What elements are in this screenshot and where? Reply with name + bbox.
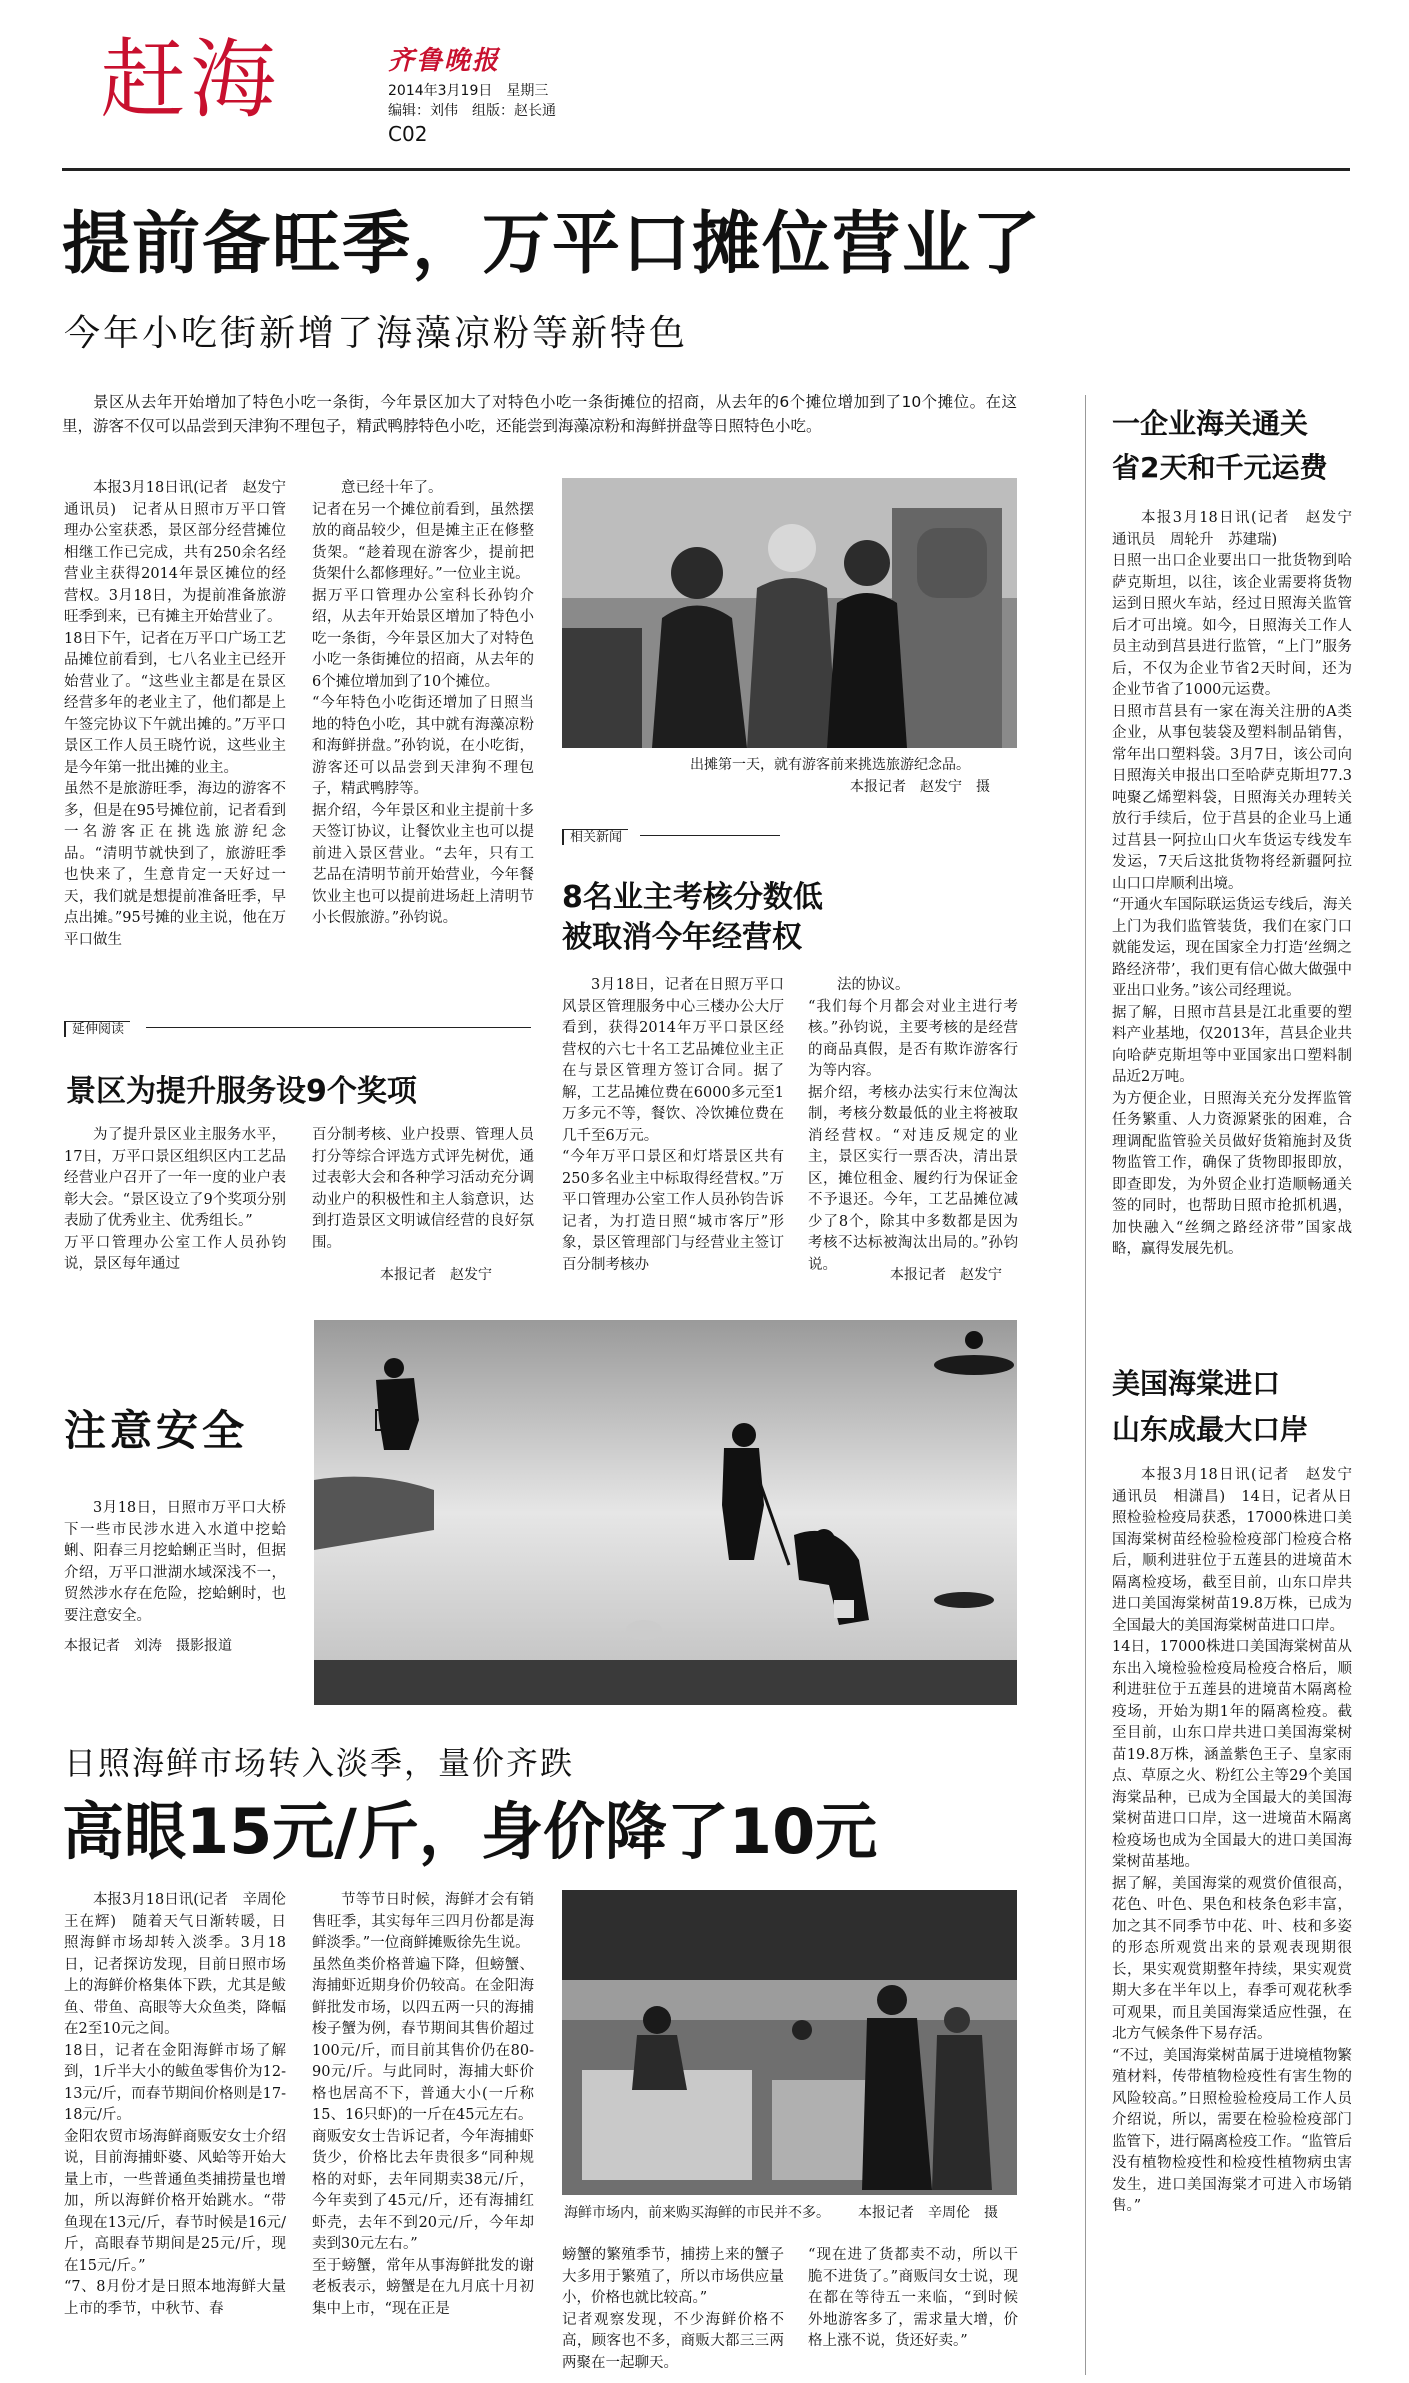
- crabapple-text: 本报3月18日讯(记者 赵发宁 通讯员 相潇昌) 14日，记者从日照检验检疫局获悉，17000株进口美国海棠树苗经检验检疫部门检疫合格后，顺利进驻位于五莲县的进境苗木隔离检疫场，截至目前，山东口岸共进口美国海棠树苗19.8万株，已成为全国最大的美国海棠树苗进口口岸。 14日，17000株进口美国海棠树苗从东出入境检验检疫局检疫合格后，顺利进驻位于五莲县的进境苗木隔离检疫场，开始为期1年的隔离检疫。截至目前，山东口岸共进口美国海棠树苗19.8万株，涵盖紫色王子、皇家雨点、草原之火、粉红公主等29个美国海棠品种，已成为全国最大的美国海棠树苗进口口岸，这一进境苗木隔离检疫场也成为全国最大的进口美国海棠树苗基地。 据了解，美国海棠的观赏价值很高，花色、叶色、果色和枝条色彩丰富，加之其不同季节中花、叶、枝和多姿的形态所观赏出来的景观表现期很长，果实观赏期整年持续，果实观赏期大多在半年以上，春季可观花秋季可观果，而且美国海棠适应性强，在北方气候条件下易存活。 “不过，美国海棠树苗属于进境植物繁殖材料，传带植物检疫性有害生物的风险较高。”日照检验检疫局工作人员介绍说，所以，需要在检验检疫部门监管下，进行隔离检疫工作。“监管后没有植物检疫性和检疫性植物病虫害发生，进口美国海棠才可进入市场销售。”: [1112, 1467, 1352, 2214]
- seafood-photo-credit: 本报记者 辛周伦 摄: [858, 2205, 998, 2221]
- extended-reading-rule: [146, 1027, 531, 1028]
- related-credit: 本报记者 赵发宁: [890, 1267, 1002, 1283]
- customs-text: 本报3月18日讯(记者 赵发宁 通讯员 周轮升 苏建瑞) 日照一出口企业要出口一批货物到哈萨克斯坦，以往，该企业需要将货物运到日照火车站，经过日照海关监管后才可出境。如今，日照海关工作人员主动到莒县进行监管，“上门”服务后，不仅为企业节省2天时间，还为企业节省了1000元运费。 日照市莒县有一家在海关注册的A类企业，从事包装袋及塑料制品销售，常年出口塑料袋。3月7日，该公司向日照海关申报出口至哈萨克斯坦77.3吨聚乙烯塑料袋，日照海关办理转关放行手续后，位于莒县的企业马上通过莒县一阿拉山口火车货运专线发车发运，7天后这批货物将经新疆阿拉山口口岸顺利出境。 “开通火车国际联运货运专线后，海关上门为我们监管装货，我们在家门口就能发运，现在国家全力打造‘丝绸之路经济带’，我们更有信心做大做强中亚出口业务。”该公司经理说。 据了解，日照市莒县是江北重要的塑料产业基地，仅2013年，莒县企业共向哈萨克斯坦等中亚国家出口塑料制品近2万吨。 为方便企业，日照海关充分发挥监管任务繁重、人力资源紧张的困难，合理调配监管验关员做好货箱施封及货物监管工作，确保了货物即报即放，即查即发，为外贸企业打造顺畅通关签的同时，也帮助日照市抢抓机遇，加快融入“丝绸之路经济带”国家战略，赢得发展先机。: [1112, 510, 1352, 1257]
- seafood-kicker: 日照海鲜市场转入淡季，量价齐跌: [64, 1744, 575, 1782]
- safety-credit: 本报记者 刘涛 摄影报道: [64, 1638, 232, 1654]
- crabapple-headline-1: 美国海棠进口: [1112, 1367, 1281, 1400]
- lead-photo-image: [562, 478, 1017, 748]
- related-headline-2: 被取消今年经营权: [562, 920, 802, 955]
- related-headline-1: 8名业主考核分数低: [562, 880, 823, 915]
- safety-headline: 注意安全: [64, 1406, 249, 1455]
- seafood-photo: [562, 1890, 1017, 2195]
- related-news-rule: [640, 835, 780, 836]
- lead-photo: [562, 478, 1017, 748]
- seafood-column-1: 本报3月18日讯(记者 辛周伦 王在辉) 随着天气日渐转暖，日照海鲜市场却转入淡季。3月18日，记者探访发现，目前日照市场上的海鲜价格集体下跌，尤其是鲅鱼、带鱼、高眼等大众鱼类，降幅在2至10元之间。 18日，记者在金阳海鲜市场了解到，1斤半大小的鲅鱼零售价为12-13元/斤，而春节期间价格则是17-18元/斤。 金阳农贸市场海鲜商贩安女士介绍说，目前海捕虾婆、风蛤等开始大量上市，一些普通鱼类捕捞量也增加，所以海鲜价格开始跳水。“带鱼现在13元/斤，春节时候是16元/斤，高眼春节期间是25元/斤，现在15元/斤。” “7、8月份才是日照本地海鲜大量上市的季节，中秋节、春: [64, 1892, 286, 2317]
- lead-column-1: 本报3月18日讯(记者 赵发宁 通讯员) 记者从日照市万平口管理办公室获悉，景区部分经营摊位相继工作已完成，共有250余名经营业主获得2014年景区摊位的经营权。3月18日，为提前准备旅游旺季到来，已有摊主开始营业了。 18日下午，记者在万平口广场工艺品摊位前看到，七八名业主已经开始营业了。“这些业主都是在景区经营多年的老业主了，他们都是上午签完协议下午就出摊的。”万平口景区工作人员王晓竹说，这些业主是今年第一批出摊的业主。 虽然不是旅游旺季，海边的游客不多，但是在95号摊位前，记者看到一名游客正在挑选旅游纪念品。“清明节就快到了，旅游旺季也快来了，生意肯定一天好过一天，我们就是想提前准备旺季，早点出摊。”95号摊的业主说，他在万平口做生: [64, 480, 286, 948]
- seafood-photo-caption: 海鲜市场内，前来购买海鲜的市民并不多。: [564, 2205, 830, 2221]
- issue-date: 2014年3月19日 星期三: [388, 83, 549, 99]
- lead-column-2: 意已经十年了。 记者在另一个摊位前看到，虽然摆放的商品较少，但是摊主正在修整货架。“趁着现在游客少，提前把货架什么都修理好。”一位业主说。 据万平口管理办公室科长孙钧介绍，从去年开始景区增加了特色小吃一条街，今年景区加大了对特色小吃一条街摊位的招商，从去年的6个摊位增加到了10个摊位。 “今年特色小吃街还增加了日照当地的特色小吃，其中就有海藻凉粉和海鲜拼盘。”孙钧说，在小吃街，游客还可以品尝到天津狗不理包子，精武鸭脖等。 据介绍，今年景区和业主提前十多天签订协议，让餐饮业主也可以提前进入景区营业。“去年，只有工艺品在清明节前开始营业，今年餐饮业主也可以提前进场赶上清明节小长假旅游。”孙钧说。: [312, 480, 534, 926]
- extended-reading-tag: [64, 1018, 130, 1037]
- page-number: C02: [388, 122, 428, 146]
- customs-headline-1: 一企业海关通关: [1112, 407, 1309, 440]
- extended-column-1: 为了提升景区业主服务水平，17日，万平口景区组织区内工艺品经营业户召开了一年一度的业户表彰大会。“景区设立了9个奖项分别表励了优秀业主、优秀组长。” 万平口管理办公室工作人员孙钧说，景区每年通过: [64, 1127, 286, 1272]
- seafood-column-3: 螃蟹的繁殖季节，捕捞上来的蟹子大多用于繁殖了，所以市场供应量小，价格也就比较高。” 记者观察发现，不少海鲜价格不高，顾客也不多，商贩大都三三两两聚在一起聊天。: [562, 2247, 784, 2371]
- related-news-tag: [562, 826, 628, 845]
- seafood-column-2: 节等节日时候，海鲜才会有销售旺季，其实每年三四月份都是海鲜淡季。”一位商鲜摊贩徐先生说。 虽然鱼类价格普遍下降，但螃蟹、海捕虾近期身价仍较高。在金阳海鲜批发市场，以四五两一只的海捕梭子蟹为例，春节期间其售价超过100元/斤，而目前其售价仍在80-90元/斤。与此同时，海捕大虾价格也居高不下，普通大小(一斤称15、16只虾)的一斤在45元左右。 商贩安女士告诉记者，今年海捕虾货少，价格比去年贵很多“同种规格的对虾，去年同期卖38元/斤，今年卖到了45元/斤，还有海捕红虾壳，去年不到20元/斤，今年却卖到30元左右。” 至于螃蟹，常年从事海鲜批发的谢老板表示，螃蟹是在九月底十月初集中上市，“现在正是: [312, 1892, 534, 2317]
- seafood-column-4: “现在进了货都卖不动，所以干脆不进货了。”商贩闫女士说，现在都在等待五一来临，“到时候外地游客多了，需求量大增，价格上涨不说，货还好卖。”: [808, 2247, 1018, 2349]
- safety-text: 3月18日，日照市万平口大桥下一些市民涉水进入水道中挖蛤蜊、阳春三月挖蛤蜊正当时，但据介绍，万平口泄湖水域深浅不一，贸然涉水存在危险，挖蛤蜊时，也要注意安全。: [64, 1500, 286, 1624]
- extended-credit: 本报记者 赵发宁: [380, 1267, 492, 1283]
- lead-intro: 景区从去年开始增加了特色小吃一条街，今年景区加大了对特色小吃一条街摊位的招商，从去年的6个摊位增加到了10个摊位。在这里，游客不仅可以品尝到天津狗不理包子，精武鸭脖特色小吃，还能尝到海藻凉粉和海鲜拼盘等日照特色小吃。: [62, 393, 1017, 435]
- paper-logo: 齐鲁晚报: [388, 46, 501, 76]
- related-news-label: 相关新闻: [562, 829, 628, 845]
- lead-subhead: 今年小吃街新增了海藻凉粉等新特色: [64, 313, 689, 354]
- safety-photo-image: [314, 1320, 1017, 1705]
- crabapple-headline-2: 山东成最大口岸: [1112, 1413, 1309, 1446]
- seafood-photo-image: [562, 1890, 1017, 2195]
- section-title: 赶海: [100, 30, 280, 130]
- safety-photo: [314, 1320, 1017, 1705]
- editor-credit: 编辑：刘伟 组版：赵长通: [388, 103, 556, 119]
- extended-column-2: 百分制考核、业户投票、管理人员打分等综合评选方式评先树优，通过表彰大会和各种学习活动充分调动业户的积极性和主人翁意识，达到打造景区文明诚信经营的良好氛围。: [312, 1127, 534, 1251]
- related-column-1: 3月18日，记者在日照万平口风景区管理服务中心三楼办公大厅看到，获得2014年万平口景区经营权的六七十名工艺品摊位业主正在与景区管理方签订合同。据了解，工艺品摊位费在6000多元至1万多元不等，餐饮、冷饮摊位费在几千至6万元。 “今年万平口景区和灯塔景区共有250多名业主中标取得经营权。”万平口管理办公室工作人员孙钧告诉记者，为打造日照“城市客厅”形象，景区管理部门与经营业主签订百分制考核办: [562, 977, 784, 1273]
- extended-headline: 景区为提升服务设9个奖项: [66, 1074, 417, 1109]
- lead-photo-credit: 本报记者 赵发宁 摄: [850, 779, 990, 795]
- seafood-headline: 高眼15元/斤，身价降了10元: [62, 1795, 878, 1868]
- lead-photo-caption: 出摊第一天，就有游客前来挑选旅游纪念品。: [690, 757, 970, 773]
- customs-headline-2: 省2天和千元运费: [1112, 451, 1328, 484]
- masthead-rule: [62, 168, 1350, 171]
- right-column-divider: [1085, 395, 1086, 2375]
- related-column-2: 法的协议。 “我们每个月都会对业主进行考核。”孙钧说，主要考核的是经营的商品真假，是否有欺诈游客行为等内容。 据介绍，考核办法实行末位淘汰制，考核分数最低的业主将被取消经营权。“对违反规定的业主，景区实行一票否决，清出景区，摊位租金、履约行为保证金不予退还。今年，工艺品摊位减少了8个，除其中多数都是因为考核不达标被淘汰出局的。”孙钧说。: [808, 977, 1018, 1273]
- lead-headline: 提前备旺季，万平口摊位营业了: [62, 205, 1043, 284]
- extended-reading-label: 延伸阅读: [64, 1021, 130, 1037]
